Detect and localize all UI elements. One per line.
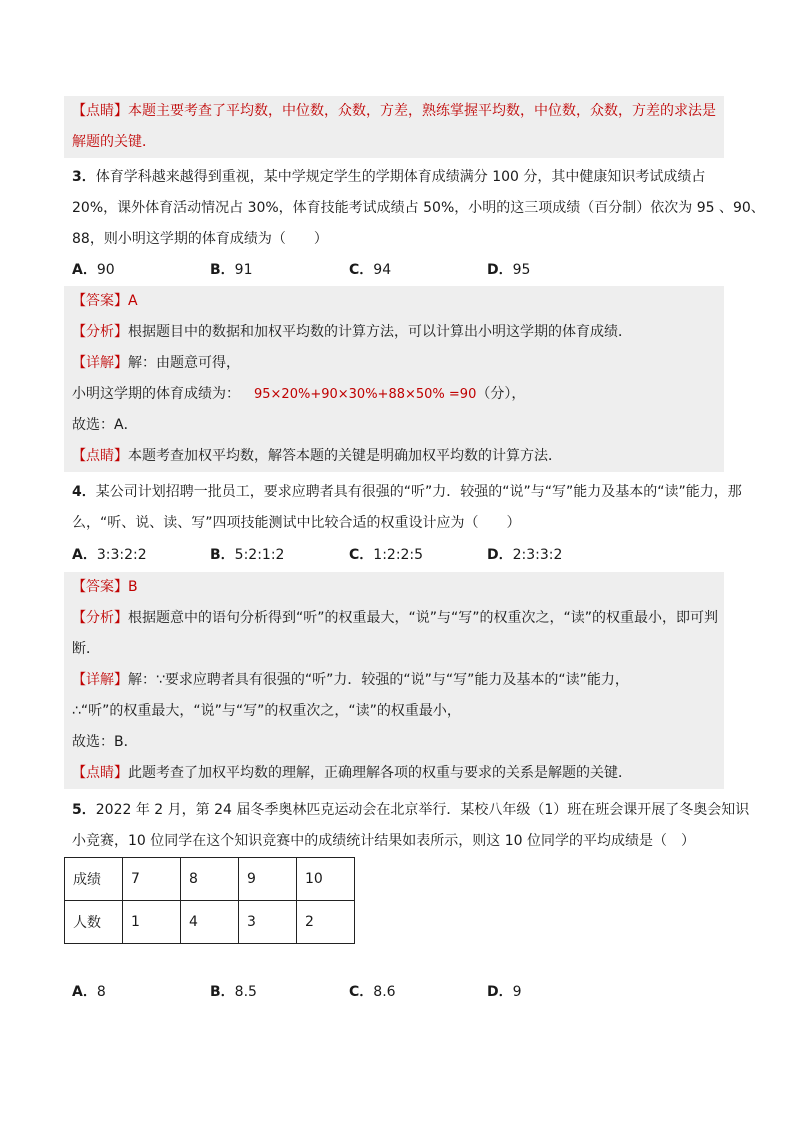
q5-stem-line1: 5．2022 年 2 月，第 24 届冬季奥林匹克运动会在北京举行．某校八年级（1）班在班会课开展了冬奥会知识 [72, 802, 750, 818]
q4-option-c: C．1:2:2:5 [349, 547, 424, 563]
q3-answer: 【答案】A [72, 293, 138, 309]
q5-option-c: C．8.6 [349, 984, 396, 1000]
q5-stem-line2: 小竞赛，10 位同学在这个知识竞赛中的成绩统计结果如表所示，则这 10 位同学的平均成绩是（ ） [72, 833, 695, 849]
q3-detail-line1: 【详解】解：由题意可得， [72, 355, 240, 371]
q3-options [72, 255, 722, 286]
q3-option-a: A．90 [72, 262, 115, 278]
q3-choose: 故选：A． [72, 417, 138, 433]
q3-formula: 95×20%+90×30%+88×50% =90 [254, 387, 477, 402]
table-row [65, 901, 355, 944]
q4-stem-line1: 4．某公司计划招聘一批员工，要求应聘者具有很强的“听”力．较强的“说”与“写”能力及基本的“读”能力，那 [72, 484, 742, 500]
q3-analysis: 【分析】根据题目中的数据和加权平均数的计算方法，可以计算出小明这学期的体育成绩． [72, 324, 632, 340]
table-cell: 人数 [65, 901, 123, 944]
q2-point-line2: 解题的关键． [72, 134, 156, 150]
q5-score-table [64, 857, 355, 944]
q5-option-b: B．8.5 [210, 984, 257, 1000]
q4-analysis-line1: 【分析】根据题意中的语句分析得到“听”的权重最大，“说”与“写”的权重次之，“读”的权重最小，即可判 [72, 610, 719, 626]
table-row [65, 858, 355, 901]
q5-option-d: D．9 [487, 984, 522, 1000]
q4-answer: 【答案】B [72, 579, 138, 595]
q4-choose: 故选：B． [72, 734, 138, 750]
table-cell: 9 [239, 858, 297, 901]
q5-options [72, 977, 722, 1008]
q2-point-line1: 【点睛】本题主要考查了平均数，中位数，众数，方差，熟练掌握平均数，中位数，众数，方差的求法是 [72, 103, 716, 119]
table-cell: 4 [181, 901, 239, 944]
table-cell: 成绩 [65, 858, 123, 901]
table-cell: 2 [297, 901, 355, 944]
q3-point: 【点睛】本题考查加权平均数，解答本题的关键是明确加权平均数的计算方法． [72, 448, 562, 464]
q4-detail-line2: ∴“听”的权重最大，“说”与“写”的权重次之，“读”的权重最小， [72, 703, 461, 719]
q4-solution-block [64, 572, 724, 789]
q3-option-c: C．94 [349, 262, 392, 278]
q4-stem-line2: 么，“听、说、读、写”四项技能测试中比较合适的权重设计应为（ ） [72, 515, 521, 531]
q2-point-block [64, 96, 724, 158]
q3-option-d: D．95 [487, 262, 531, 278]
point-tag: 【点睛】 [72, 103, 128, 119]
q4-analysis-line2: 断． [72, 641, 100, 657]
table-cell: 7 [123, 858, 181, 901]
q3-stem-line1: 3．体育学科越来越得到重视，某中学规定学生的学期体育成绩满分 100 分，其中健康知识考试成绩占 [72, 169, 706, 185]
table-cell: 1 [123, 901, 181, 944]
q3-detail-line2: 小明这学期的体育成绩为： 95×20%+90×30%+88×50% =90（分）， [72, 386, 526, 402]
q4-option-a: A．3:3:2:2 [72, 547, 147, 563]
table-cell: 3 [239, 901, 297, 944]
q4-point: 【点睛】此题考查了加权平均数的理解，正确理解各项的权重与要求的关系是解题的关键． [72, 765, 632, 781]
q3-option-b: B．91 [210, 262, 253, 278]
table-cell: 10 [297, 858, 355, 901]
table-cell: 8 [181, 858, 239, 901]
q5-option-a: A．8 [72, 984, 106, 1000]
q4-option-d: D．2:3:3:2 [487, 547, 563, 563]
q3-stem-line3: 88，则小明这学期的体育成绩为（ ） [72, 231, 328, 247]
q4-detail-line1: 【详解】解：∵要求应聘者具有很强的“听”力．较强的“说”与“写”能力及基本的“读”能力， [72, 672, 629, 688]
q3-solution-block [64, 286, 724, 472]
q4-options [72, 540, 722, 571]
q4-option-b: B．5:2:1:2 [210, 547, 285, 563]
q3-stem-line2: 20%，课外体育活动情况占 30%，体育技能考试成绩占 50%，小明的这三项成绩（百分制）依次为 95 、90、 [72, 200, 765, 216]
